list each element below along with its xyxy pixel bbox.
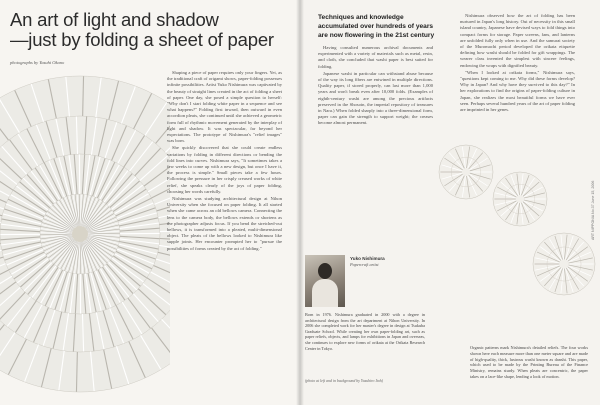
small-relief-2-image [492, 171, 548, 227]
image-caption: Organic patterns mark Nishimura's detailed reliefs. The four works shown here each measure more than one meter square and are made of high-quality, thick, lustrous washi known as danshi. This paper, which used to be made by the Printing Bureau of the Finance Ministry, remains sturdy. When pleats are concentric, the paper takes on a lace-like shape, lending a look of motion. [470, 345, 588, 379]
portrait-head [318, 263, 332, 279]
article-headline [10, 10, 300, 50]
page-gutter [296, 0, 304, 405]
large-paper-relief-image [0, 64, 170, 405]
artist-portrait-image [305, 255, 345, 307]
bio-photo-credit: (photo at left and in background by Yasuhiro Itoh) [305, 379, 384, 383]
col1-paragraph: Having consulted numerous archival documents and experimented with a variety of materials such as metal, resin, and cloth, she concluded that washi paper is best suited for folding. [318, 45, 433, 69]
artist-role: Papercraft artist [350, 262, 379, 267]
artist-bio: Born in 1976. Nishimura graduated in 2000 with a degree in architectural design from the art department at Nihon University. In 2006 she completed work for her master's degree in design at Tsukuba Graduate School. While creating her own paper-folding art, such as paper reliefs, objects, and lamps for exhibitions in Japan and overseas, she continues to explore new forms of orikata at the Orikata Research Center in Tokyo. [305, 312, 425, 351]
col2-paragraph: "When I looked at orikata forms," Nishimura says, "questions kept coming to me. Why did these forms develop? Why in Japan? And why have they survived to this day?" In her explorations to find the origins of paper-folding culture in Japan, she realizes the most beautiful forms we have ever seen. Perhaps several hundred years of the art of paper folding are imprinted in her genes. [460, 69, 575, 113]
left-page-body-text [167, 70, 282, 253]
headline-line-1: An art of light and shadow [10, 9, 219, 30]
right-column-1 [318, 45, 433, 128]
headline-line-2: —just by folding a sheet of paper [10, 29, 274, 50]
relief-center [72, 226, 88, 242]
col2-paragraph: Nishimura observed how the art of folding has been nurtured in Japan's long history. Out of necessity in this small island country, Japanese have devised ways to fold things into compact forms for storage. Paper screens, fans, and lanterns are unfolded fully only when in use. And the samurai society of the Muromachi period developed the orikata etiquette defining how washi should be folded for gift wrappings. The wearer class invented the simplest with sincere feelings, endowing the wraps with dignified beauty. [460, 13, 575, 68]
small-relief-3-image [532, 232, 596, 296]
photo-credit: photographs by Yasuhi Okano [10, 60, 65, 65]
artist-name: Yuko Nishimura [350, 256, 385, 261]
intro-heading: Techniques and knowledge accumulated over hundreds of years are now flowering in the 21st century [318, 14, 435, 39]
right-column-2 [460, 13, 575, 114]
col1-paragraph: Japanese washi in particular can withstand abuse because of the way its long fibers are entwined in multiple directions. Quality paper, if stored properly, can last more than 1,000 years and won't break even after 10,000 folds. (Examples of eighth-century washi are among the precious artifacts preserved in the Shosoin, the imperial repository of treasures in Nara.) When folded sharply into a three-dimensional form, paper can gain the strength to support weight; the creases become almost permanent. [318, 70, 433, 126]
running-head: ART NIPPONIA No.37 June 15, 2006 [591, 180, 595, 240]
left-paragraph: She quickly discovered that she could create endless variations by folding in different directions or bending the fold lines into curves. Nishimura says, "It sometimes takes a few weeks to come up with a new design, but once I have it, the process is simple." Small pieces take a few hours. Following the pressure in her crisply creased works of white relief, she speaks clearly of the joys of paper folding, choosing her words carefully. [167, 145, 282, 194]
left-paragraph: Shaping a piece of paper requires only your fingers. Yet, as the traditional craft of origami shows, paper-folding possesses infinite possibilities. Artist Yuko Nishimura was captivated by the beauty of straight lines created in the act of folding a sheet of paper. One day, she posed a simple question to herself: "Why don't I start folding white paper in a sequence and see what happens?" Folding first inward, then outward in even accordion pleats, she continued until she achieved a geometric form full of rhythmic movement generated by the interplay of light and shadow. It was spectacular, far beyond her expectations. The prototype of Nishimura's "relief images" was born. [167, 70, 282, 144]
portrait-body [312, 279, 338, 307]
left-paragraph: Nishimura was studying architectural design at Nihon University when she focused on paper folding. It all started when she came across an old bellows camera. Connecting the lens to the camera body, the bellows extends or shortens as the photographer adjusts focus. If you bend the stretched-out bellows, it is transformed into a pleated, multi-dimensional object. The pleats of the bellows looked to Nishimura like supple joints. Her encounter prompted her to "pursue the possibilities of forms created by the act of folding." [167, 196, 282, 251]
small-relief-1-image [438, 144, 494, 200]
